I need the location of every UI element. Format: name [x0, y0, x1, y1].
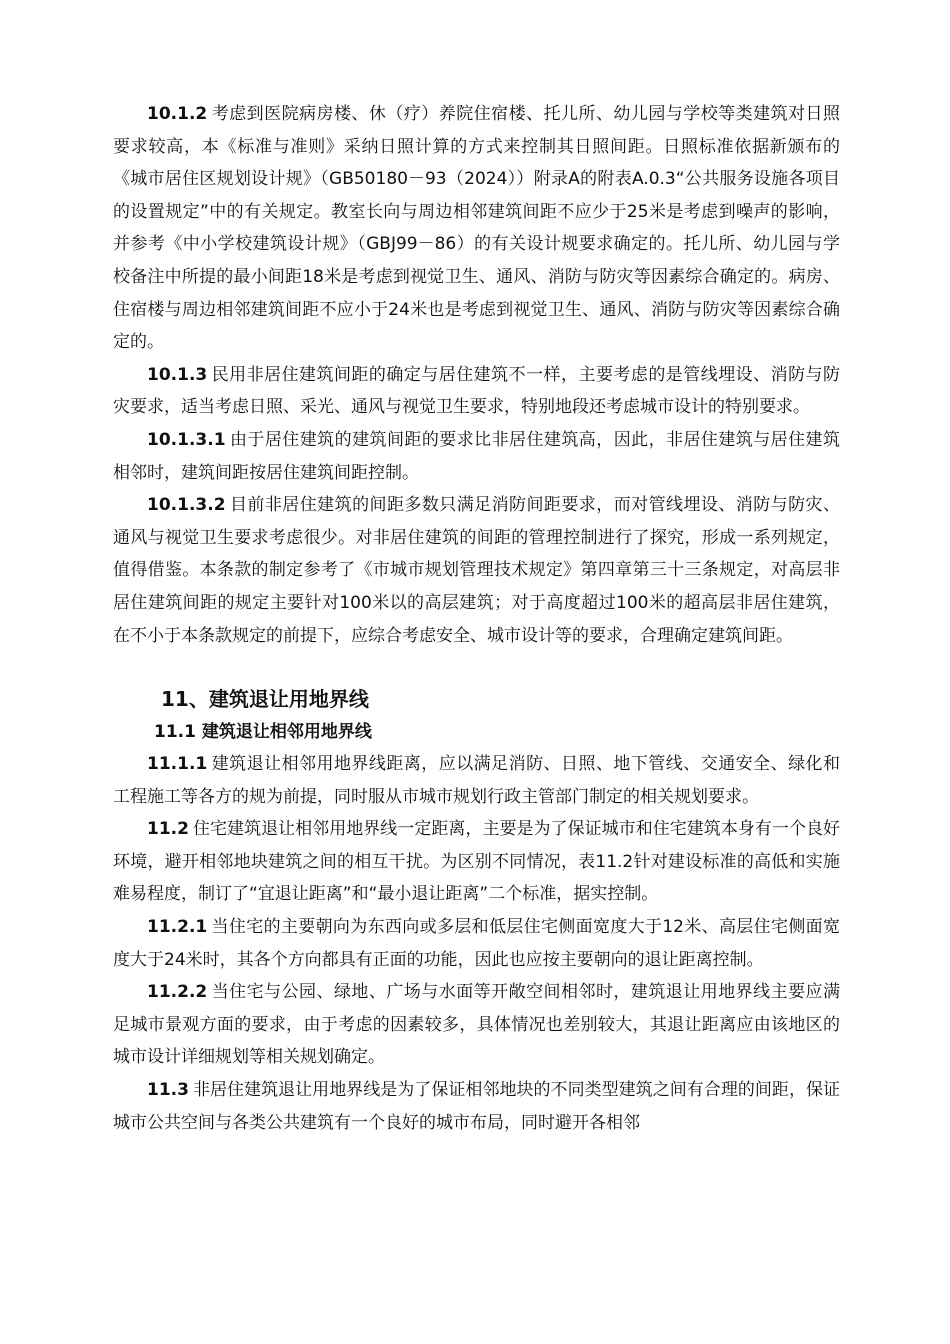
- clause-number: 10.1.3.2: [147, 495, 226, 516]
- clause-number: 11.2.1: [147, 917, 208, 938]
- paragraph-10-1-3: [113, 359, 840, 424]
- paragraph-10-1-3-2: [113, 489, 840, 652]
- clause-text: 住宅建筑退让相邻用地界线一定距离，主要是为了保证城市和住宅建筑本身有一个良好环境，避开相邻地块建筑之间的相互干扰。为区别不同情况，表11.2针对建设标准的高低和实施难易程度，制订了“宜退让距离”和“最小退让距离”二个标准，据实控制。: [113, 819, 840, 905]
- clause-text: 由于居住建筑的建筑间距的要求比非居住建筑高，因此，非居住建筑与居住建筑相邻时，建筑间距按居住建筑间距控制。: [113, 429, 840, 483]
- clause-number: 11.2.2: [147, 982, 208, 1003]
- subsection-heading: 11.1 建筑退让相邻用地界线: [154, 722, 372, 743]
- clause-text: 当住宅的主要朝向为东西向或多层和低层住宅侧面宽度大于12米、高层住宅侧面宽度大于24米时，其各个方向都具有正面的功能，因此也应按主要朝向的退让距离控制。: [113, 917, 840, 970]
- clause-number: 10.1.2: [147, 104, 208, 124]
- clause-text: 民用非居住建筑间距的确定与居住建筑不一样，主要考虑的是管线埋设、消防与防灾要求，适当考虑日照、采光、通风与视觉卫生要求，特别地段还考虑城市设计的特别要求。: [113, 364, 840, 418]
- clause-text: 目前非居住建筑的间距多数只满足消防间距要求，而对管线埋设、消防与防灾、通风与视觉卫生要求考虑很少。对非居住建筑的间距的管理控制进行了探究，形成一系列规定，值得借鉴。本条款的制定参考了《市城市规划管理技术规定》第四章第三十三条规定，对高层非居住建筑间距的规定主要针对100米以的高层建筑；对于高度超过100米的超高层非居住建筑，在不小于本条款规定的前提下，应综合考虑安全、城市设计等的要求，合理确定建筑间距。: [113, 495, 840, 646]
- paragraph-11-1-1: [113, 748, 840, 813]
- clause-text: 考虑到医院病房楼、休（疗）养院住宿楼、托儿所、幼儿园与学校等类建筑对日照要求较高，本《标准与准则》采纳日照计算的方式来控制其日照间距。日照标准依据新颁布的《城市居住区规划设计规》（GB50180－93（2024））附录A的附表A.0.3“公共服务设施各项目的设置规定”中的有关规定。教室长向与周边相邻建筑间距不应少于25米是考虑到噪声的影响，并参考《中小学校建筑设计规》（GBJ99－86）的有关设计规要求确定的。托儿所、幼儿园与学校备注中所提的最小间距18米是考虑到视觉卫生、通风、消防与防灾等因素综合确定的。病房、住宿楼与周边相邻建筑间距不应小于24米也是考虑到视觉卫生、通风、消防与防灾等因素综合确定的。: [113, 104, 840, 353]
- clause-number: 11.2: [147, 819, 189, 840]
- clause-text: 非居住建筑退让用地界线是为了保证相邻地块的不同类型建筑之间有合理的间距，保证城市公共空间与各类公共建筑有一个良好的城市布局，同时避开各相邻: [113, 1080, 840, 1133]
- paragraph-10-1-3-1: [113, 424, 840, 489]
- clause-text: 建筑退让相邻用地界线距离，应以满足消防、日照、地下管线、交通安全、绿化和工程施工等各方的规为前提，同时服从市城市规划行政主管部门制定的相关规划要求。: [113, 754, 840, 807]
- clause-number: 10.1.3.1: [147, 429, 226, 450]
- paragraph-11-3: [113, 1074, 840, 1139]
- clause-text: 当住宅与公园、绿地、广场与水面等开敞空间相邻时，建筑退让用地界线主要应满足城市景观方面的要求，由于考虑的因素较多，具体情况也差别较大，其退让距离应由该地区的城市设计详细规划等相关规划确定。: [113, 982, 840, 1068]
- clause-number: 10.1.3: [147, 364, 208, 385]
- paragraph-11-2-2: [113, 976, 840, 1074]
- paragraph-10-1-2: [113, 98, 840, 359]
- clause-number: 11.3: [147, 1080, 189, 1101]
- paragraph-11-2-1: [113, 911, 840, 976]
- clause-number: 11.1.1: [147, 754, 208, 775]
- section-heading: 11、建筑退让用地界线: [161, 687, 369, 712]
- paragraph-11-2: [113, 813, 840, 911]
